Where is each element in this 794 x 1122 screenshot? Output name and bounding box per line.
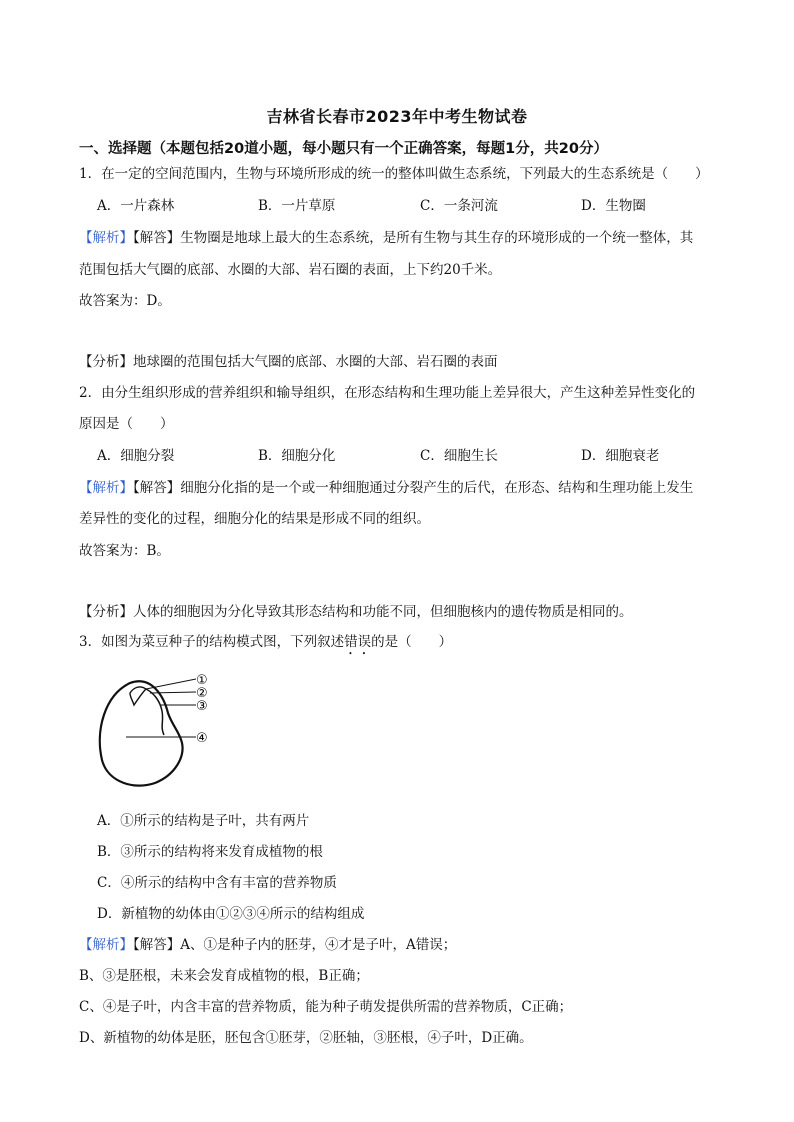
q2-analysis-line2: 差异性的变化的过程，细胞分化的结果是形成不同的组织。 [79, 511, 430, 527]
figure-label-4: ④ [196, 731, 208, 746]
q3-stem-emphasis: 错误 [344, 634, 372, 650]
q3-analysis-text: A、①是种子内的胚芽，④才是子叶，A错误； [180, 937, 457, 953]
q3-option-c: C．④所示的结构中含有丰富的营养物质 [97, 875, 337, 891]
q3-stem-post: 的是（ ） [371, 634, 453, 650]
q1-option-c: C．一条河流 [420, 198, 498, 214]
q3-analysis-line2: B、③是胚根，未来会发育成植物的根，B正确； [79, 968, 369, 984]
figure-label-3: ③ [196, 699, 208, 714]
q2-option-c: C．细胞生长 [420, 448, 498, 464]
q2-option-a: A．细胞分裂 [97, 448, 175, 464]
q3-option-d: D．新植物的幼体由①②③④所示的结构组成 [97, 906, 365, 922]
q1-conclusion: 故答案为：D。 [79, 293, 171, 309]
q2-analysis-line1 [79, 478, 693, 498]
seed-outline [100, 681, 183, 785]
q3-analysis-line4: D、新植物的幼体是胚，胚包含①胚芽，②胚轴，③胚根，④子叶，D正确。 [79, 1030, 533, 1046]
q1-analysis-text: 生物圈是地球上最大的生态系统，是所有生物与其生存的环境形成的一个统一整体，其 [180, 230, 694, 246]
figure-label-1: ① [196, 673, 208, 688]
page-title: 吉林省长春市2023年中考生物试卷 [266, 107, 528, 126]
q2-conclusion: 故答案为：B。 [79, 543, 170, 559]
q1-option-d: D．生物圈 [581, 198, 646, 214]
q2-fenxi: 【分析】人体的细胞因为分化导致其形态结构和功能不同，但细胞核内的遗传物质是相同的。 [79, 604, 633, 620]
q1-analysis-line1 [79, 228, 693, 248]
plumule [130, 687, 146, 705]
q2-stem-line1: 2．由分生组织形成的营养组织和输导组织，在形态结构和生理功能上差异很大，产生这种差异性变化的 [79, 385, 696, 401]
q3-stem [79, 632, 452, 658]
q2-analysis-text: 细胞分化指的是一个或一种细胞通过分裂产生的后代，在形态、结构和生理功能上发生 [180, 480, 694, 496]
figure-label-2: ② [196, 686, 208, 701]
q1-option-a: A．一片森林 [97, 198, 175, 214]
answer-tag: 【解答】 [133, 937, 181, 953]
q1-fenxi: 【分析】地球圈的范围包括大气圈的底部、水圈的大部、岩石圈的表面 [79, 354, 498, 370]
q2-option-b: B．细胞分化 [258, 448, 336, 464]
q2-option-d: D．细胞衰老 [581, 448, 660, 464]
q3-stem-pre: 3．如图为菜豆种子的结构模式图，下列叙述 [79, 634, 345, 650]
answer-tag: 【解答】 [133, 480, 181, 496]
q3-option-a: A．①所示的结构是子叶，共有两片 [97, 813, 310, 829]
q2-stem-line2: 原因是（ ） [79, 416, 174, 432]
q3-analysis-line3: C、④是子叶，内含丰富的营养物质，能为种子萌发提供所需的营养物质，C正确； [79, 999, 573, 1015]
analysis-tag: 【解析】 [79, 230, 133, 246]
q1-analysis-line2: 范围包括大气圈的底部、水圈的大部、岩石圈的表面，上下约20千米。 [79, 262, 502, 278]
q1-stem: 1．在一定的空间范围内，生物与环境所形成的统一的整体叫做生态系统，下列最大的生态系统是（ ） [79, 166, 709, 182]
analysis-tag: 【解析】 [79, 480, 133, 496]
section-heading: 一、选择题（本题包括20道小题，每小题只有一个正确答案，每题1分，共20分） [79, 141, 608, 157]
q3-analysis-line1 [79, 935, 456, 955]
q1-option-b: B．一片草原 [258, 198, 336, 214]
answer-tag: 【解答】 [133, 230, 181, 246]
bean-seed-figure [90, 665, 230, 795]
q3-option-b: B．③所示的结构将来发育成植物的根 [97, 844, 323, 860]
analysis-tag: 【解析】 [79, 937, 133, 953]
